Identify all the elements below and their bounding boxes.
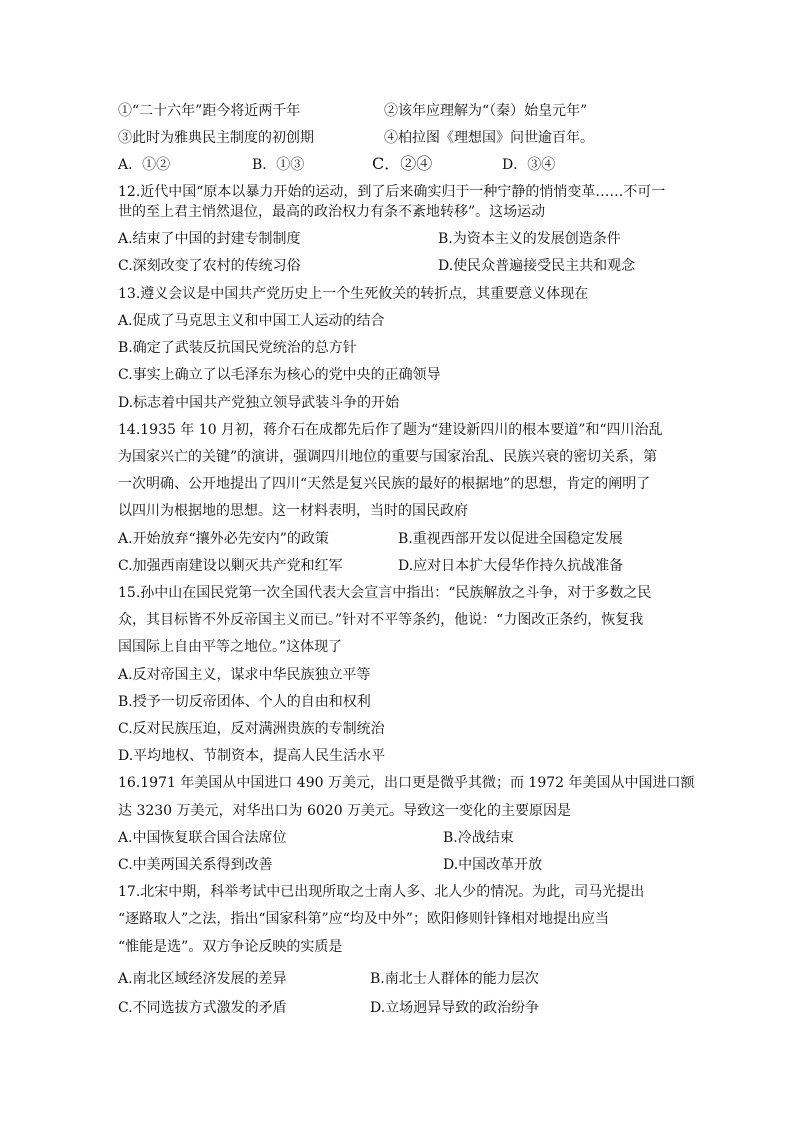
q13-option-d: D.标志着中国共产党独立领导武装斗争的开始 (118, 395, 400, 411)
q13-option-a: A.促成了马克思主义和中国工人运动的结合 (118, 313, 385, 329)
q16-stem-line-1: 16.1971 年美国从中国进口 490 万美元，出口更是微乎其微；而 1972 年美国从中国进口额 (118, 775, 695, 791)
q16-stem-line-2: 达 3230 万美元，对华出口为 6020 万美元。导致这一变化的主要原因是 (118, 803, 572, 819)
q16-option-a: A.中国恢复联合国合法席位 (118, 830, 287, 846)
q17-stem-line-2: “逐路取人”之法，指出“国家科第”应“均及中外”；欧阳修则针锋相对地提出应当 (118, 911, 609, 927)
q12-option-a: A.结束了中国的封建专制制度 (118, 231, 301, 247)
q15-option-b: B.授予一切反帝团体、个人的自由和权利 (118, 694, 371, 710)
q14-option-b: B.重视西部开发以促进全国稳定发展 (398, 531, 623, 547)
q17-option-c: C.不同选拔方式激发的矛盾 (118, 1000, 287, 1016)
q12-stem-line-2: 世的至上君主悄然退位，最高的政治权力有条不紊地转移”。这场运动 (118, 204, 546, 220)
q14-stem-line-4: 以四川为根据地的思想。这一材料表明，当时的国民政府 (118, 503, 468, 519)
q13-stem-line-1: 13.遵义会议是中国共产党历史上一个生死攸关的转折点，其重要意义体现在 (118, 286, 589, 302)
q11-option-a: A．①② (118, 157, 171, 173)
q14-stem-line-2: 为国家兴亡的关键”的演讲，强调四川地位的重要与国家治乱、民族兴衰的密切关系，第 (118, 449, 658, 465)
q17-option-d: D.立场迥异导致的政治纷争 (370, 1000, 540, 1016)
q15-option-c: C.反对民族压迫，反对满洲贵族的专制统治 (118, 721, 385, 737)
q14-stem-line-1: 14.1935 年 10 月初，蒋介石在成都先后作了题为“建设新四川的根本要道”和“四川治乱 (118, 422, 663, 438)
q11-statement-1: ①“二十六年”距今将近两千年 (118, 103, 301, 119)
q15-stem-line-1: 15.孙中山在国民党第一次全国代表大会宣言中指出：“民族解放之斗争，对于多数之民 (118, 585, 652, 601)
q15-option-d: D.平均地权、节制资本，提高人民生活水平 (118, 748, 386, 764)
q11-option-c: C．②④ (372, 154, 433, 173)
q12-option-c: C.深刻改变了农村的传统习俗 (118, 258, 301, 274)
q17-option-b: B.南北士人群体的能力层次 (370, 971, 539, 987)
q14-stem-line-3: 一次明确、公开地提出了四川“天然是复兴民族的最好的根据地”的思想，肯定的阐明了 (118, 476, 651, 492)
q11-option-b: B．①③ (252, 157, 305, 173)
q14-option-a: A.开始放弃“攘外必先安内”的政策 (118, 531, 329, 547)
q15-stem-line-3: 国国际上自由平等之地位。”这体现了 (118, 639, 343, 655)
q13-option-c: C.事实上确立了以毛泽东为核心的党中央的正确领导 (118, 367, 441, 383)
q17-option-a: A.南北区域经济发展的差异 (118, 971, 287, 987)
q17-stem-line-3: “惟能是选”。双方争论反映的实质是 (118, 939, 343, 955)
q14-option-d: D.应对日本扩大侵华作持久抗战准备 (398, 558, 624, 574)
q16-option-b: B.冷战结束 (443, 830, 514, 846)
q12-option-d: D.使民众普遍接受民主共和观念 (438, 258, 636, 274)
q11-option-d: D．③④ (502, 157, 556, 173)
q17-stem-line-1: 17.北宋中期，科举考试中已出现所取之士南人多、北人少的情况。为此，司马光提出 (118, 884, 645, 900)
q13-option-b: B.确定了武装反抗国民党统治的总方针 (118, 340, 357, 356)
q15-stem-line-2: 众，其目标皆不外反帝国主义而已。”针对不平等条约，他说：“力图改正条约，恢复我 (118, 612, 644, 628)
q12-option-b: B.为资本主义的发展创造条件 (438, 231, 621, 247)
q12-stem-line-1: 12.近代中国“原本以暴力开始的运动，到了后来确实归于一种宁静的悄悄变革……不可一 (118, 184, 666, 200)
q11-statement-2: ②该年应理解为“（秦）始皇元年” (384, 103, 588, 119)
q11-statement-4: ④柏拉图《理想国》问世逾百年。 (384, 130, 594, 146)
q11-statement-3: ③此时为雅典民主制度的初创期 (118, 130, 314, 146)
q14-option-c: C.加强西南建设以剿灭共产党和红军 (118, 558, 343, 574)
q15-option-a: A.反对帝国主义，谋求中华民族独立平等 (118, 667, 371, 683)
q16-option-d: D.中国改革开放 (443, 857, 543, 873)
q16-option-c: C.中美两国关系得到改善 (118, 857, 273, 873)
